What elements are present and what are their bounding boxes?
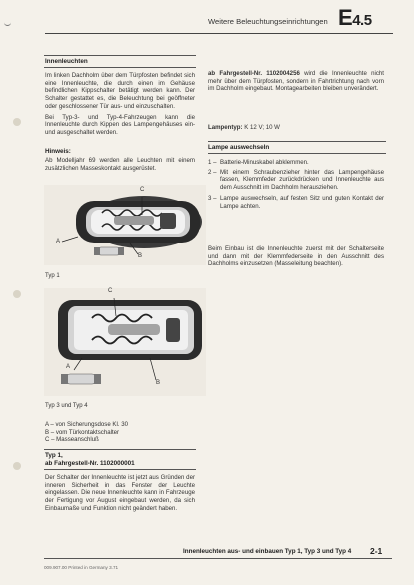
change-heading: Lampe auswechseln: [208, 144, 270, 151]
intro-text: wird die Innenleuchte nicht mehr über dem Türpfosten, sondern in Fahrtrichtung nach vorn im Dachholm eingebaut. Montagearbeiten bleiben unverändert.: [208, 70, 384, 93]
header-title: Weitere Beleuchtungseinrichtungen: [208, 17, 328, 26]
install-note: Beim Einbau ist die Innenleuchte zuerst mit der Schalterseite und dann mit der Klemmfederseite in den Ausschnitt des Dachholms einzusetzen (Masseleitung beachten).: [208, 245, 384, 268]
punch-hole: [13, 462, 21, 470]
step-text: Mit einem Schraubenzieher hinter das Lampengehäuse fassen, Klemmfeder zurückdrücken und Innenleuchte aus dem Ausschnitt im Dachholm herausziehen.: [220, 168, 384, 192]
lamp-type: [208, 124, 384, 132]
header-rule: [45, 33, 393, 34]
lamp-type-label: Lampentyp:: [208, 124, 243, 131]
text-block: [45, 72, 195, 137]
steps-list: [208, 159, 384, 210]
section-number: 4.5: [352, 12, 372, 29]
column-rule: [44, 55, 196, 56]
section-title: Typ 1,: [45, 452, 63, 459]
punch-hole: [13, 290, 21, 298]
section-subtitle: ab Fahrgestell-Nr. 1102000001: [45, 460, 135, 467]
section-letter: E: [338, 5, 353, 30]
footer-rule: [44, 558, 392, 559]
figure-label: A: [56, 239, 61, 245]
section-code: [338, 5, 372, 31]
figure-caption: Typ 1: [45, 273, 60, 279]
step-item: [208, 159, 384, 167]
figure-label: B: [138, 253, 143, 259]
step-number: 1 –: [208, 159, 217, 166]
legend-item: C – Masseanschluß: [45, 436, 99, 444]
lamp-photo-typ3-typ4: [44, 288, 206, 396]
step-item: [208, 195, 384, 210]
print-note: 009.907.00 Printed in Germany 3.71: [44, 565, 119, 570]
figure-label: C: [140, 187, 145, 193]
chassis-number: ab Fahrgestell-Nr. 1102004256: [208, 70, 300, 77]
intro-paragraph: [208, 70, 384, 93]
figure-typ1: [44, 185, 206, 265]
hint-text: Ab Modelljahr 69 werden alle Leuchten mit einem zusätzlichen Masseskontakt ausgerüstet.: [45, 157, 195, 172]
lamp-type-value: K 12 V; 10 W: [244, 124, 280, 131]
step-item: [208, 169, 384, 192]
step-text: Batterie-Minuskabel abklemmen.: [220, 159, 309, 166]
column-rule: [44, 67, 196, 68]
column-rule: [44, 449, 196, 450]
legend-item: B – vom Türkontaktschalter: [45, 428, 120, 436]
step-text: Lampe auswechseln, auf festen Sitz und guten Kontakt der Lampe achten.: [220, 194, 384, 210]
corner-mark: [4, 22, 11, 26]
column-rule: [208, 153, 386, 154]
section-paragraph: Der Schalter der Innenleuchte ist jetzt aus Gründen der inneren Sicherheit in das Fenster der Leuchte eingelassen. Die neue Innenleuchte kann in Fahrzeuge der Fertigung vor August eingebaut werden, da sich Einbaumaße und Funktion nicht geändert haben.: [45, 474, 195, 512]
punch-hole: [13, 118, 21, 126]
figure-caption: Typ 3 und Typ 4: [45, 403, 88, 409]
legend-item: A – von Sicherungsdose Kl. 30: [45, 421, 128, 428]
paragraph: Bei Typ-3- und Typ-4-Fahrzeugen kann die Innenleuchte durch Kippen des Lampengehäuses ein- und ausgeschaltet werden.: [45, 113, 195, 136]
column-rule: [44, 469, 196, 470]
page-number: 2-1: [370, 546, 383, 556]
figure-label: A: [66, 364, 71, 370]
step-number: 3 –: [208, 194, 217, 202]
column-rule: [208, 141, 386, 142]
step-number: 2 –: [208, 168, 217, 176]
figure-legend: [45, 421, 195, 444]
paragraph: Im linken Dachholm über dem Türpfosten befindet sich eine Innenleuchte, die durch einen im Gehäuse befindlichen Kippschalter betätigt werden kann. Der Schalter gestattet es, die Beleuchtung bei geöffneter oder geschlossener Tür aus- und einzuschalten.: [45, 72, 195, 110]
hint-label: Hinweis:: [45, 148, 71, 155]
figure-typ3-typ4: [44, 288, 206, 396]
figure-label: B: [156, 380, 161, 386]
section-heading: Innenleuchten: [45, 58, 88, 65]
lamp-photo-typ1: [44, 185, 206, 265]
figure-label: C: [108, 288, 113, 294]
footer-title: Innenleuchten aus- und einbauen Typ 1, Typ 3 und Typ 4: [183, 548, 352, 555]
